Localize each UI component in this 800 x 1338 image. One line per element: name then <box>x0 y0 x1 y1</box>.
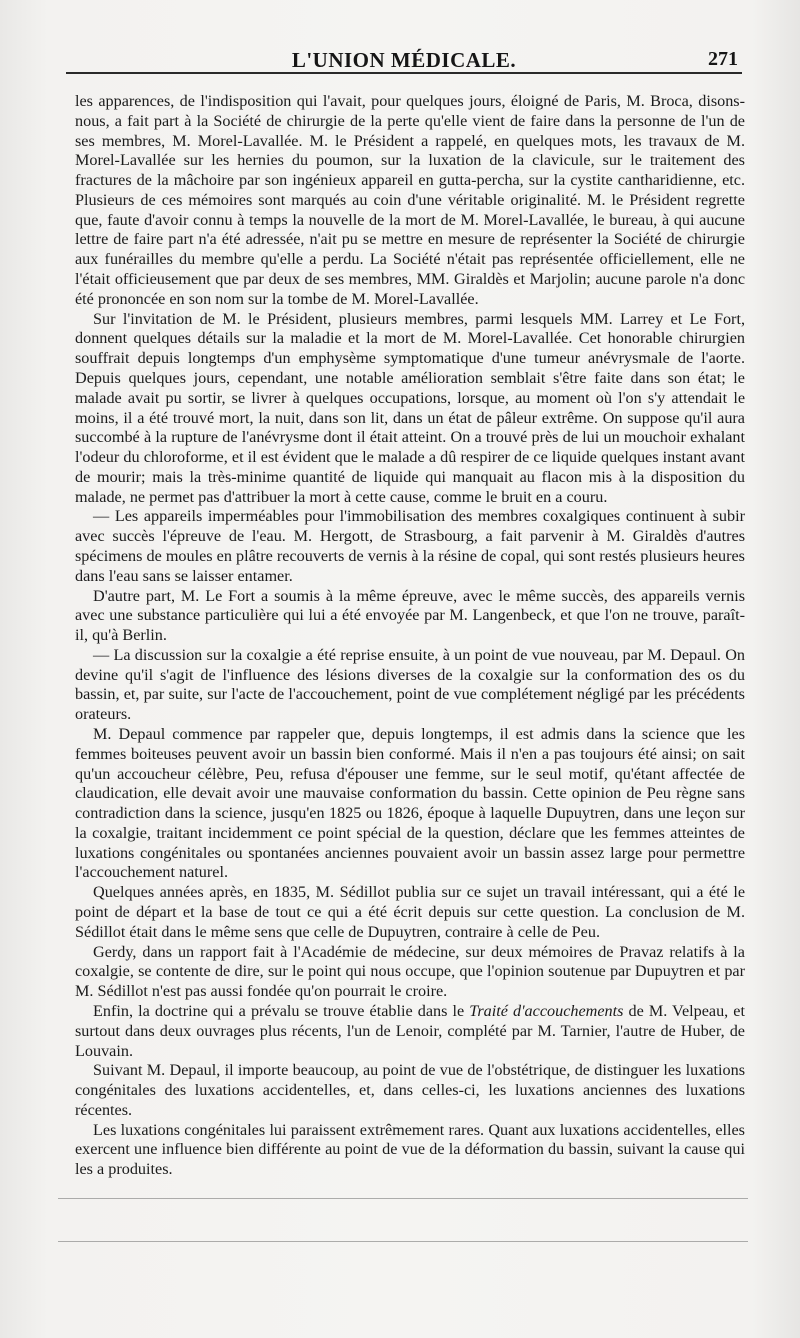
bleedthrough-rule <box>58 1198 748 1199</box>
paragraph-coxalgia-discussion: — La discussion sur la coxalgie a été reprise ensuite, à un point de vue nouveau, par M. Depaul. On devine qu'il s'agit de l'influence des lésions diverses de la coxalgie sur la conformation des os du bassin, et, par suite, sur l'acte de l'accouchement, point de vue complétement négligé par les précédents orateurs. <box>75 645 745 724</box>
page-title: L'UNION MÉDICALE. <box>291 48 517 72</box>
paragraph-velpeau <box>75 1002 745 1061</box>
page-number: 271 <box>708 48 738 70</box>
header-rule <box>66 72 742 74</box>
paragraph-depaul-history: M. Depaul commence par rappeler que, depuis longtemps, il est admis dans la science que les femmes boiteuses peuvent avoir un bassin bien conformé. Mais il n'en a pas toujours été ainsi; on sait qu'un accoucheur célèbre, Peu, refusa d'épouser une femme, sur le seul motif, qu'étant affectée de claudication, elle devait avoir une mauvaise conformation du bassin. Cette opinion de Peu règne sans contradiction dans la science, jusqu'en 1825 ou 1826, époque à laquelle Dupuytren, dans une leçon sur la coxalgie, traitant incidemment ce point spécial de la question, déclare que les femmes atteintes de luxations congénitales ou spontanées anciennes pouvaient avoir un bassin assez large pour permettre l'accouchement naturel. <box>75 725 745 882</box>
velpeau-book-title: Traité d'accouchements <box>469 1001 624 1020</box>
paragraph-broca-announcement: les apparences, de l'indisposition qui l'avait, pour quelques jours, éloigné de Paris, M. Broca, disons-nous, a fait part à la Société de chirurgie de la perte qu'elle vient de faire dans la personne de l'un de ses membres, M. Morel-Lavallée. M. le Président a rappelé, en quelques mots, les travaux de M. Morel-Lavallée sur les hernies du poumon, sur la luxation de la clavicule, sur le traitement des fractures de la mâchoire par son ingénieux appareil en gutta-percha, sur la cystite cantharidienne, etc. Plusieurs de ces mémoires sont marqués au coin d'une véritable originalité. M. le Président regrette que, faute d'avoir connu à temps la nouvelle de la mort de M. Morel-Lavallée, le bureau, à qui aucune lettre de faire part n'a été adressée, n'ait pu se mettre en mesure de représenter la Société de chirurgie aux funérailles du membre qu'elle a perdu. La Société n'était pas représentée officiellement, elle ne l'était officieusement que par deux de ses membres, MM. Giraldès et Marjolin; aucune parole n'a donc été prononcée en son nom sur la tombe de M. Morel-Lavallée. <box>75 92 745 308</box>
velpeau-text-after: de M. Velpeau, et surtout dans deux ouvrages plus récents, l'un de Lenoir, complété par M. Tarnier, l'autre de Huber, de Louvain. <box>75 1001 745 1060</box>
paragraph-invitation: Sur l'invitation de M. le Président, plusieurs membres, parmi lesquels MM. Larrey et Le Fort, donnent quelques détails sur la maladie et la mort de M. Morel-Lavallée. Cet honorable chirurgien souffrait depuis longtemps d'un emphysème symptomatique d'une tumeur anévrysmale de l'aorte. Depuis quelques jours, cependant, une notable amélioration semblait s'être faite dans son état; le malade avait pu sortir, se livrer à quelques occupations, lorsque, au moment où l'on s'y attendait le moins, il a été trouvé mort, la nuit, dans son lit, dans un état de pâleur extrême. On suppose qu'il aura succombé à la rupture de l'anévrysme dont il était atteint. On a trouvé près de lui un mouchoir exhalant l'odeur du chloroforme, et il est évident que le malade a dû respirer de ce liquide quelques instant avant de mourir; mais la très-minime quantité de liquide qui manquait au flacon mis à la disposition du malade, ne permet pas d'attribuer la mort à cette cause, comme le bruit en a couru. <box>75 309 745 506</box>
paragraph-sedillot: Quelques années après, en 1835, M. Sédillot publia sur ce sujet un travail intéressant, qui a été le point de départ et la base de tout ce qui a été écrit depuis sur cette question. La conclusion de M. Sédillot était dans le même sens que celle de Dupuytren, contraire à celle de Peu. <box>75 883 745 941</box>
paragraph-le-fort-test: D'autre part, M. Le Fort a soumis à la même épreuve, avec le même succès, des appareils vernis avec une substance particulière qui lui a été envoyée par M. Langenbeck, et que l'on ne trouve, paraît-il, qu'à Berlin. <box>75 586 745 645</box>
paragraph-gerdy: Gerdy, dans un rapport fait à l'Académie de médecine, sur deux mémoires de Pravaz relatifs à la coxalgie, se contente de dire, sur le point qui nous occupe, que l'opinion soutenue par Dupuytren et par M. Sédillot n'est pas aussi fondée qu'on pourrait le croire. <box>75 942 745 1001</box>
paragraph-congenital-luxations: Les luxations congénitales lui paraissent extrêmement rares. Quant aux luxations accidentelles, elles exercent une influence bien différente au point de vue de la déformation du bassin, suivant la cause qui les a produites. <box>75 1120 745 1179</box>
velpeau-text-before: Enfin, la doctrine qui a prévalu se trouve établie dans le <box>93 1001 470 1020</box>
bleedthrough-rule <box>58 1241 748 1242</box>
paragraph-impermeable-appliances: — Les appareils imperméables pour l'immobilisation des membres coxalgiques continuent à subir avec succès l'épreuve de l'eau. M. Hergott, de Strasbourg, a fait parvenir à M. Giraldès d'autres spécimens de moules en plâtre recouverts de vernis à la résine de copal, qui sont restés plusieurs heures dans l'eau sans se laisser entamer. <box>75 507 745 585</box>
article-body <box>75 92 745 1180</box>
paragraph-obstetric-distinction: Suivant M. Depaul, il importe beaucoup, au point de vue de l'obstétrique, de distinguer les luxations congénitales des luxations accidentelles, et, dans celles-ci, les luxations anciennes des luxations récentes. <box>75 1061 745 1119</box>
